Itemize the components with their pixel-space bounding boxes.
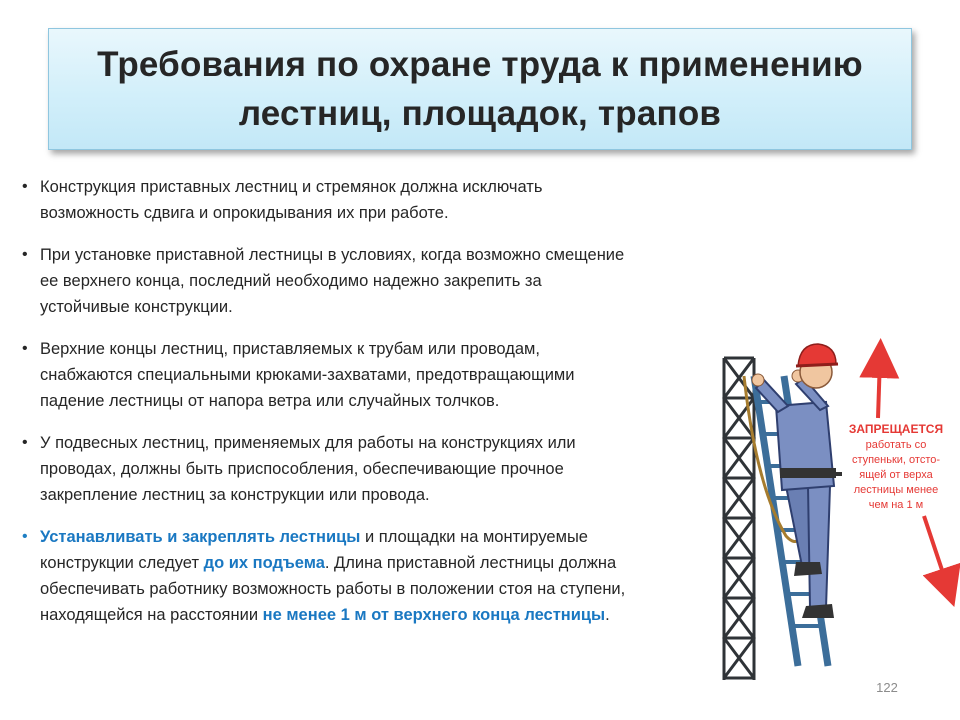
warning-line-6: чем на 1 м: [868, 499, 924, 511]
bullet-item: • Конструкция приставных лестниц и стремянок должна исключать возможность сдвига и опрокидывания их при работе.: [18, 174, 738, 226]
warning-line-5: лестницы менее: [853, 484, 939, 496]
title-box: [48, 28, 912, 150]
slide-title: [97, 40, 863, 138]
bullet-dot: •: [22, 528, 28, 545]
ladder-illustration: [716, 336, 960, 680]
arrow-up-icon: [878, 358, 880, 418]
bullet-list: [18, 174, 738, 644]
warning-line-4: ящей от верха: [859, 469, 933, 481]
bullet-dot: •: [22, 178, 28, 195]
bullet-dot: •: [22, 340, 28, 357]
page-number: 122: [876, 680, 898, 695]
worker-on-ladder-image: [716, 336, 960, 680]
bullet-item: • У подвесных лестниц, применяемых для работы на конструкциях или проводах, должны быть приспособления, обеспечивающие прочное закрепление лестниц за конструкции или провода.: [18, 430, 738, 508]
warning-line-3: ступеньки, отсто-: [851, 454, 941, 466]
title-line-2: лестниц, площадок, трапов: [238, 94, 722, 133]
title-line-1: Требования по охране труда к применению: [97, 45, 863, 84]
warning-title: ЗАПРЕЩАЕТСЯ: [848, 422, 944, 436]
bullet-dot: •: [22, 434, 28, 451]
bullet-item: • Верхние концы лестниц, приставляемых к трубам или проводам, снабжаются специальными крюками-захватами, предотвращающими падение лестницы от напора ветра или случайных толчков.: [18, 336, 738, 414]
bullet-dot: •: [22, 246, 28, 263]
bullet-item-highlighted: • Устанавливать и закреплять лестницы и площадки на монтируемые конструкции следует до их подъема. Длина приставной лестницы должна обеспечивать работнику возможность работы в положении стоя на ступени, находящейся на расстоянии не менее 1 м от верхнего конца лестницы.: [18, 524, 738, 628]
warning-line-2: работать со: [865, 439, 927, 451]
bullet-item: • При установке приставной лестницы в условиях, когда возможно смещение ее верхнего конца, последний необходимо надежно закрепить за устойчивые конструкции.: [18, 242, 738, 320]
